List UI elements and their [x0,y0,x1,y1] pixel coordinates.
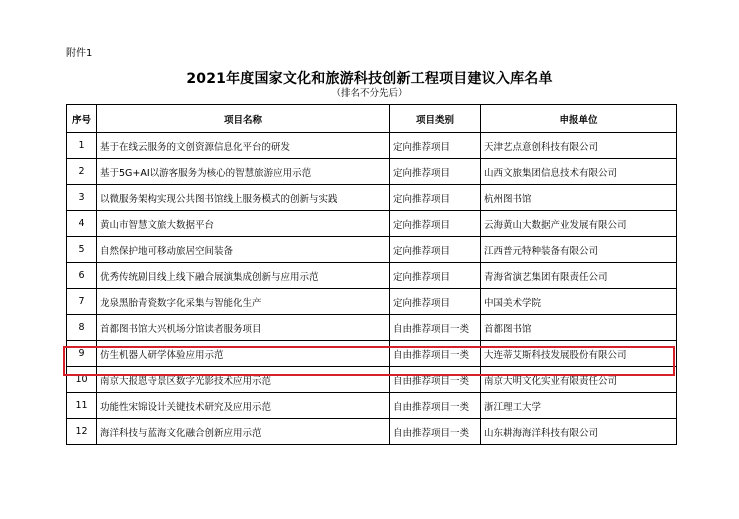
cell-applicant-org: 浙江理工大学 [481,393,677,419]
cell-project-type: 定向推荐项目 [390,185,481,211]
table-header-row [67,105,677,133]
cell-project-name: 功能性宋锦设计关键技术研究及应用示范 [97,393,390,419]
cell-no: 12 [67,419,97,445]
cell-applicant-org: 云海黄山大数据产业发展有限公司 [481,211,677,237]
cell-project-type: 自由推荐项目一类 [390,315,481,341]
table-row [67,289,677,315]
cell-no: 2 [67,159,97,185]
cell-project-type: 自由推荐项目一类 [390,393,481,419]
header-no: 序号 [67,105,97,133]
attachment-label: 附件1 [66,48,93,59]
cell-project-type: 定向推荐项目 [390,237,481,263]
cell-applicant-org: 大连蒂艾斯科技发展股份有限公司 [481,341,677,367]
table-row [67,159,677,185]
cell-project-name: 基于在线云服务的文创资源信息化平台的研发 [97,133,390,159]
cell-no: 4 [67,211,97,237]
document-title: 2021年度国家文化和旅游科技创新工程项目建议入库名单 [186,71,553,87]
cell-applicant-org: 天津艺点意创科技有限公司 [481,133,677,159]
cell-no: 10 [67,367,97,393]
cell-project-type: 定向推荐项目 [390,159,481,185]
table-row [67,263,677,289]
cell-applicant-org: 青海省演艺集团有限责任公司 [481,263,677,289]
cell-project-type: 定向推荐项目 [390,211,481,237]
project-list-table [66,104,677,445]
cell-project-name: 自然保护地可移动旅居空间装备 [97,237,390,263]
header-applicant-org: 申报单位 [481,105,677,133]
cell-applicant-org: 山西文旅集团信息技术有限公司 [481,159,677,185]
cell-project-name: 黄山市智慧文旅大数据平台 [97,211,390,237]
cell-no: 5 [67,237,97,263]
table-row [67,133,677,159]
cell-no: 1 [67,133,97,159]
cell-no: 11 [67,393,97,419]
table-row [67,237,677,263]
cell-project-name: 基于5G+AI以游客服务为核心的智慧旅游应用示范 [97,159,390,185]
cell-project-name: 龙泉黑胎青瓷数字化采集与智能化生产 [97,289,390,315]
cell-applicant-org: 山东耕海海洋科技有限公司 [481,419,677,445]
cell-project-type: 定向推荐项目 [390,263,481,289]
table-row [67,393,677,419]
table-row [67,419,677,445]
table-row [67,211,677,237]
cell-project-type: 定向推荐项目 [390,289,481,315]
cell-no: 3 [67,185,97,211]
header-project-name: 项目名称 [97,105,390,133]
table-row [67,185,677,211]
cell-project-type: 自由推荐项目一类 [390,367,481,393]
cell-no: 8 [67,315,97,341]
document-subtitle: （排名不分先后） [331,88,408,99]
header-project-type: 项目类别 [390,105,481,133]
table-row [67,315,677,341]
row-highlight-box [63,346,675,376]
cell-project-name: 优秀传统剧目线上线下融合展演集成创新与应用示范 [97,263,390,289]
cell-no: 7 [67,289,97,315]
cell-applicant-org: 江西普元特种装备有限公司 [481,237,677,263]
cell-project-name: 仿生机器人研学体验应用示范 [97,341,390,367]
cell-project-type: 定向推荐项目 [390,133,481,159]
cell-applicant-org: 首都图书馆 [481,315,677,341]
cell-project-name: 海洋科技与蓝海文化融合创新应用示范 [97,419,390,445]
cell-applicant-org: 杭州图书馆 [481,185,677,211]
cell-project-name: 首都图书馆大兴机场分馆读者服务项目 [97,315,390,341]
cell-no: 6 [67,263,97,289]
cell-project-type: 自由推荐项目一类 [390,419,481,445]
cell-project-name: 南京大报恩寺景区数字光影技术应用示范 [97,367,390,393]
cell-project-name: 以微服务架构实现公共图书馆线上服务模式的创新与实践 [97,185,390,211]
cell-applicant-org: 南京大明文化实业有限责任公司 [481,367,677,393]
cell-applicant-org: 中国美术学院 [481,289,677,315]
cell-project-type: 自由推荐项目一类 [390,341,481,367]
cell-no: 9 [67,341,97,367]
